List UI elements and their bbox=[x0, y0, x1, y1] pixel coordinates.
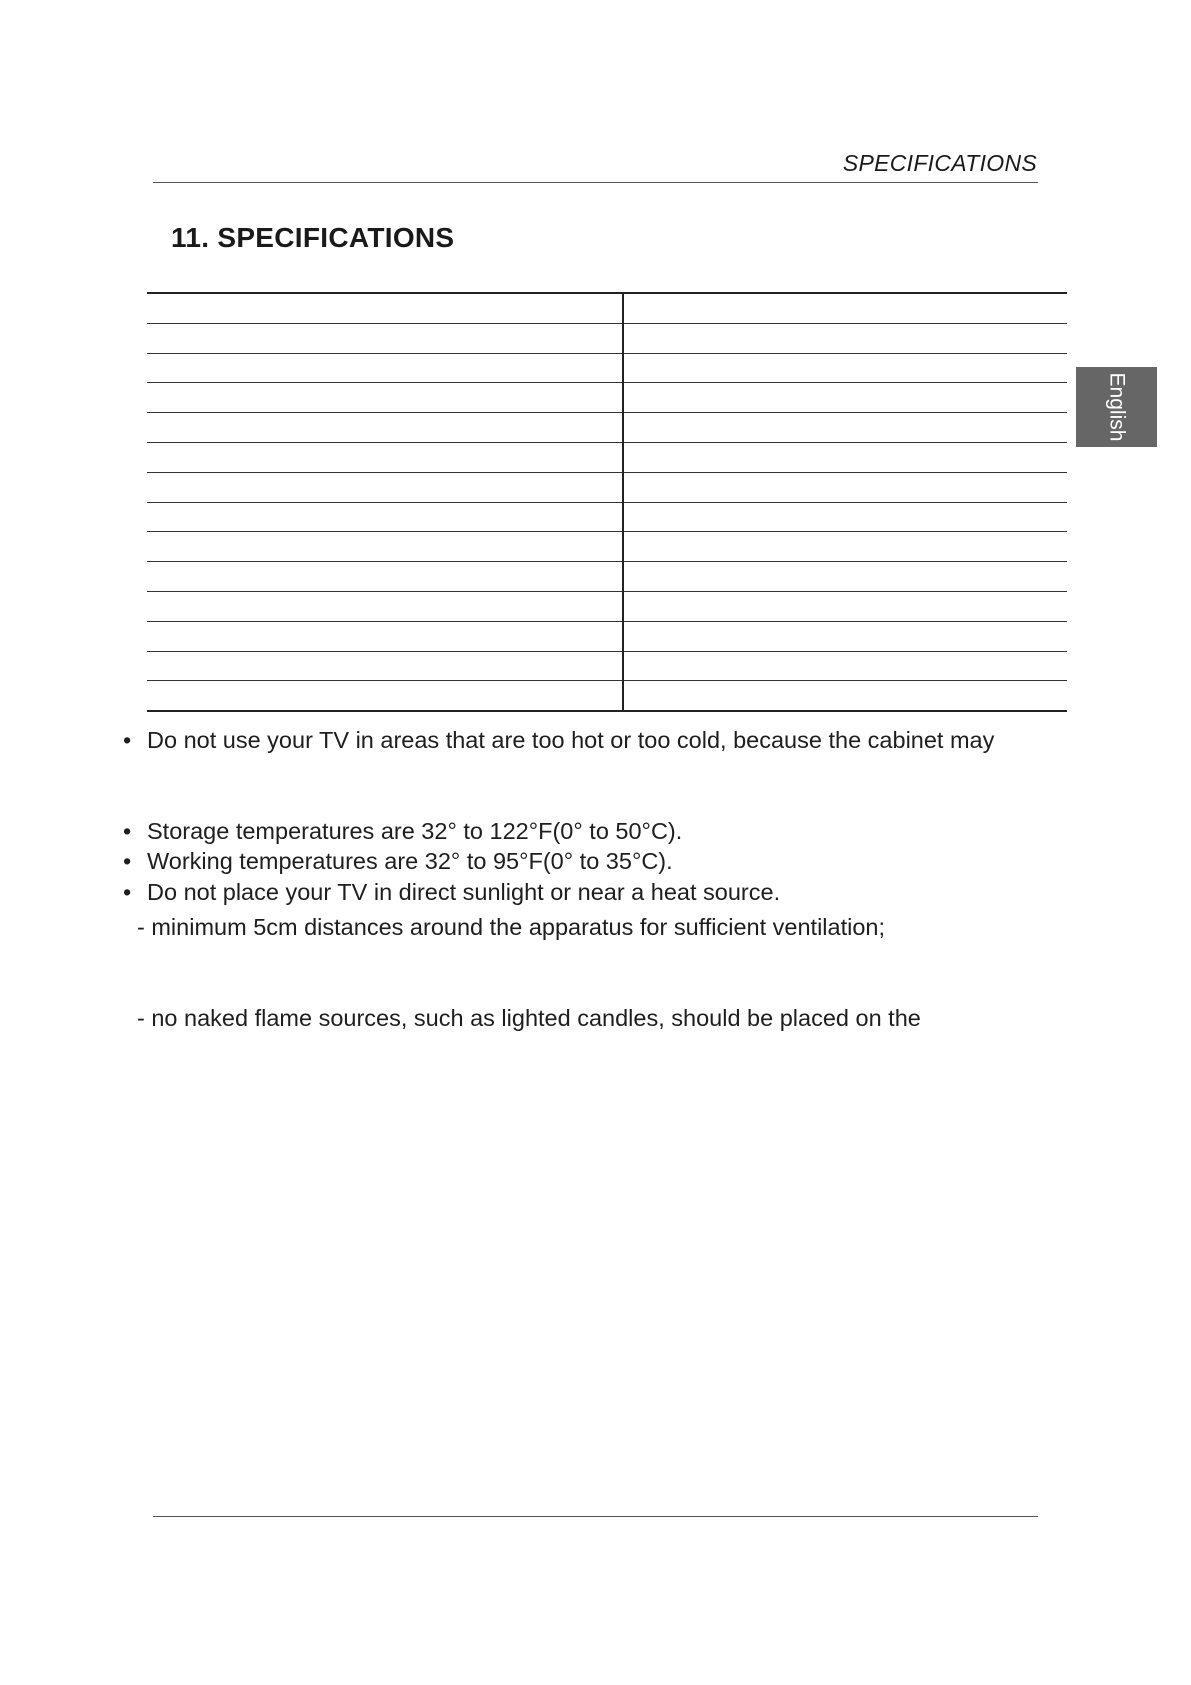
note-text: - no naked flame sources, such as lighted candles, should be placed on the bbox=[137, 1005, 921, 1031]
table-row bbox=[147, 651, 1067, 681]
header-section-label: SPECIFICATIONS bbox=[842, 150, 1037, 176]
language-tab-label: English bbox=[1105, 372, 1129, 442]
table-row bbox=[147, 532, 1067, 562]
spec-label-cell bbox=[147, 353, 623, 383]
table-row bbox=[147, 621, 1067, 651]
table-row bbox=[147, 383, 1067, 413]
table-row bbox=[147, 681, 1067, 711]
spec-label-cell bbox=[147, 442, 623, 472]
note-text: Do not use your TV in areas that are too hot or too cold, because the cabinet may bbox=[147, 727, 995, 753]
spec-label-cell bbox=[147, 293, 623, 323]
spec-label-cell bbox=[147, 621, 623, 651]
spec-label-cell bbox=[147, 681, 623, 711]
table-row bbox=[147, 323, 1067, 353]
sub-list-item bbox=[137, 914, 885, 941]
spec-value-cell bbox=[623, 442, 1067, 472]
header-divider bbox=[153, 182, 1038, 183]
sub-list-item bbox=[137, 1005, 921, 1032]
spec-value-cell bbox=[623, 621, 1067, 651]
table-row bbox=[147, 562, 1067, 592]
spec-value-cell bbox=[623, 353, 1067, 383]
spec-value-cell bbox=[623, 651, 1067, 681]
spec-label-cell bbox=[147, 383, 623, 413]
spec-value-cell bbox=[623, 472, 1067, 502]
spec-label-cell bbox=[147, 472, 623, 502]
table-row bbox=[147, 502, 1067, 532]
table-row bbox=[147, 472, 1067, 502]
bullet-marker: • bbox=[123, 879, 132, 905]
language-tab bbox=[1076, 367, 1157, 447]
list-item bbox=[123, 848, 673, 875]
spec-value-cell bbox=[623, 413, 1067, 443]
spec-value-cell bbox=[623, 293, 1067, 323]
spec-label-cell bbox=[147, 323, 623, 353]
spec-value-cell bbox=[623, 591, 1067, 621]
spec-value-cell bbox=[623, 681, 1067, 711]
spec-value-cell bbox=[623, 502, 1067, 532]
spec-label-cell bbox=[147, 562, 623, 592]
table-row bbox=[147, 353, 1067, 383]
note-text: Storage temperatures are 32° to 122°F(0° to 50°C). bbox=[147, 818, 683, 844]
page-title: 11. SPECIFICATIONS bbox=[171, 222, 455, 253]
spec-label-cell bbox=[147, 591, 623, 621]
spec-value-cell bbox=[623, 383, 1067, 413]
spec-label-cell bbox=[147, 532, 623, 562]
table-row bbox=[147, 442, 1067, 472]
list-item bbox=[123, 879, 781, 906]
table-row bbox=[147, 591, 1067, 621]
note-text: - minimum 5cm distances around the apparatus for sufficient ventilation; bbox=[137, 914, 886, 940]
list-item bbox=[123, 818, 683, 845]
note-text: Do not place your TV in direct sunlight or near a heat source. bbox=[147, 879, 781, 905]
specifications-table bbox=[147, 292, 1067, 712]
spec-value-cell bbox=[623, 323, 1067, 353]
spec-label-cell bbox=[147, 502, 623, 532]
spec-label-cell bbox=[147, 651, 623, 681]
table-row bbox=[147, 413, 1067, 443]
note-text: Working temperatures are 32° to 95°F(0° to 35°C). bbox=[147, 848, 673, 874]
bullet-marker: • bbox=[123, 848, 132, 874]
bullet-marker: • bbox=[123, 818, 132, 844]
spec-value-cell bbox=[623, 532, 1067, 562]
spec-value-cell bbox=[623, 562, 1067, 592]
spec-label-cell bbox=[147, 413, 623, 443]
table-row bbox=[147, 293, 1067, 323]
list-item bbox=[123, 727, 995, 754]
footer-divider bbox=[153, 1516, 1038, 1517]
bullet-marker: • bbox=[123, 727, 132, 753]
